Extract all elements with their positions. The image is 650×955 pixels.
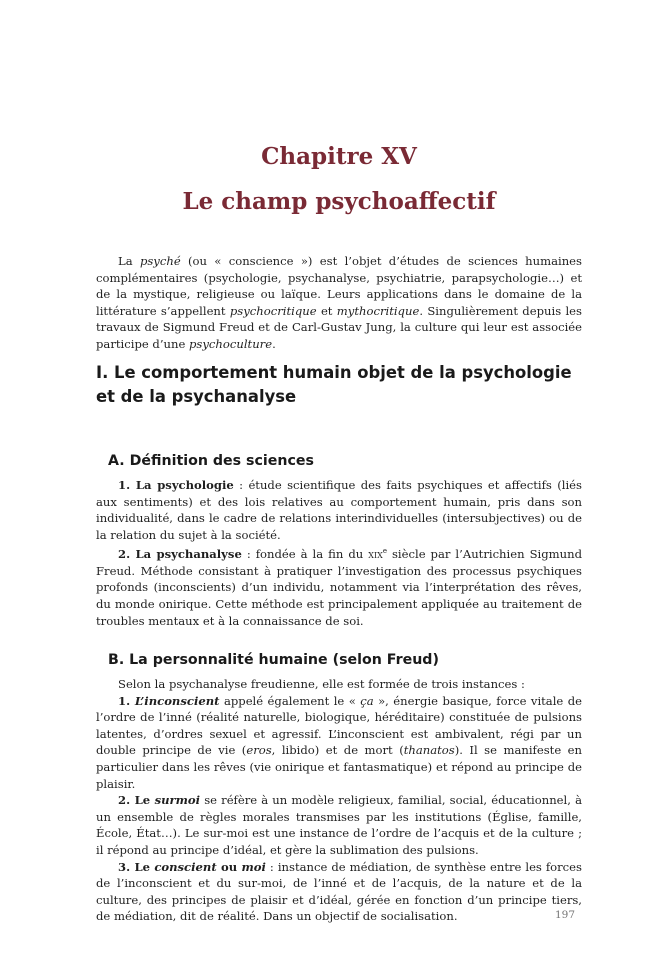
section-b-heading: B. La personnalité humaine (selon Freud) [108,652,439,668]
paragraph-lead: Selon la psychanalyse freudienne, elle est formée de trois instances : [118,677,525,691]
century-numeral: xix [368,547,383,562]
paragraph-text: ). Il se manifeste en particulier dans les rêves (vie onirique et fantasmatique) et répond au principe de plaisir. [96,743,582,791]
paragraph-conscient [96,859,582,925]
item-number: 3. Le [118,859,155,874]
term-moi: moi [241,859,266,874]
intro-text: . Singulièrement depuis les travaux de Sigmund Freud et de Carl-Gustav Jung, la culture qui leur est associée participe d’une [96,303,582,351]
term-eros: eros [246,743,272,758]
intro-term-mythocritique: mythocritique [336,303,420,318]
item-number: 1. [118,693,135,708]
intro-text: (ou « conscience ») est l’objet d’études de sciences humaines complémentaires (psychologie, psychanalyse, psychiatrie, parapsychologie…) et de la mystique, religieuse ou laïque. Leurs applications dans le domaine de la littérature s’appellent [96,254,582,318]
century-superscript: e [382,547,387,556]
paragraph-text: : fondée à la fin du [241,547,369,562]
paragraph-text: , libido) et de mort ( [271,743,404,758]
intro-term-psychocritique: psychocritique [229,303,317,318]
intro-term-psyche: psyché [139,254,181,268]
paragraph-text: siècle par l’Autrichien Sigmund Freud. Méthode consistant à pratiquer l’investigation des processus psychiques profonds (inconscients) d’un individu, notamment via l’interprétation des rêves, du monde onirique. Cette méthode est principalement appliquée au traitement de troubles mentaux et à la connaissance de soi. [96,547,582,628]
section-heading-1: I. Le comportement humain objet de la psychologie et de la psychanalyse [96,363,572,406]
intro-text: et [316,303,337,318]
paragraph-text: se réfère à un modèle religieux, familial, social, éducationnel, à un ensemble de règles morales transmises par les institutions (Église, famille, École, État…). Le sur-moi est une instance de l’ordre de l’acquis et de la culture ; il répond au principe d’idéal, et gère la sublimation des pulsions. [96,793,582,857]
term-psychologie: 1. La psychologie [118,478,234,492]
paragraph-surmoi [96,792,582,858]
term-surmoi: surmoi [154,793,201,808]
paragraph-psychologie [96,477,582,543]
paragraph-text: appelé également le « [219,693,361,708]
conjunction-ou: ou [216,859,242,874]
intro-text: . [272,336,276,351]
section-a-heading: A. Définition des sciences [108,453,314,469]
term-thanatos: thanatos [403,743,455,758]
term-psychanalyse: 2. La psychanalyse [118,547,242,562]
term-conscient: conscient [154,859,217,874]
term-inconscient: L’inconscient [134,693,220,708]
page-number: 197 [555,909,576,921]
chapter-number: Chapitre XV [261,143,417,170]
paragraph-text: : instance de médiation, de synthèse entre les forces de l’inconscient et du sur-moi, de l’inné et de l’acquis, de la nature et de la culture, des principes de plaisir et d’idéal, gérée en fonction d’un principe tiers, de médiation, dit de réalité. Dans un objectif de socialisation. [96,859,582,924]
chapter-title: Le champ psychoaffectif [182,188,496,215]
item-number: 2. Le [118,793,155,808]
paragraph-text: », énergie basique, force vitale de l’ordre de l’inné (réalité naturelle, biologique, héréditaire) constituée de pulsions latentes, d’ordres sexuel et agressif. L’inconscient est ambivalent, régi par un double principe de vie ( [96,693,582,758]
intro-paragraph [96,253,582,353]
section-b [96,650,582,925]
intro-text: La [118,254,140,268]
section-a [96,451,582,629]
intro-term-psychoculture: psychoculture [189,336,273,351]
paragraph-inconscient [96,693,582,793]
paragraph-psychanalyse [96,543,582,629]
term-ca: ça [360,693,374,708]
paragraph-text: : étude scientifique des faits psychiques et affectifs (liés aux sentiments) et des lois relatives au comportement humain, pris dans son individualité, dans le cadre de relations interindividuelles (intersubjectives) ou de la relation du sujet à la société. [96,478,582,542]
